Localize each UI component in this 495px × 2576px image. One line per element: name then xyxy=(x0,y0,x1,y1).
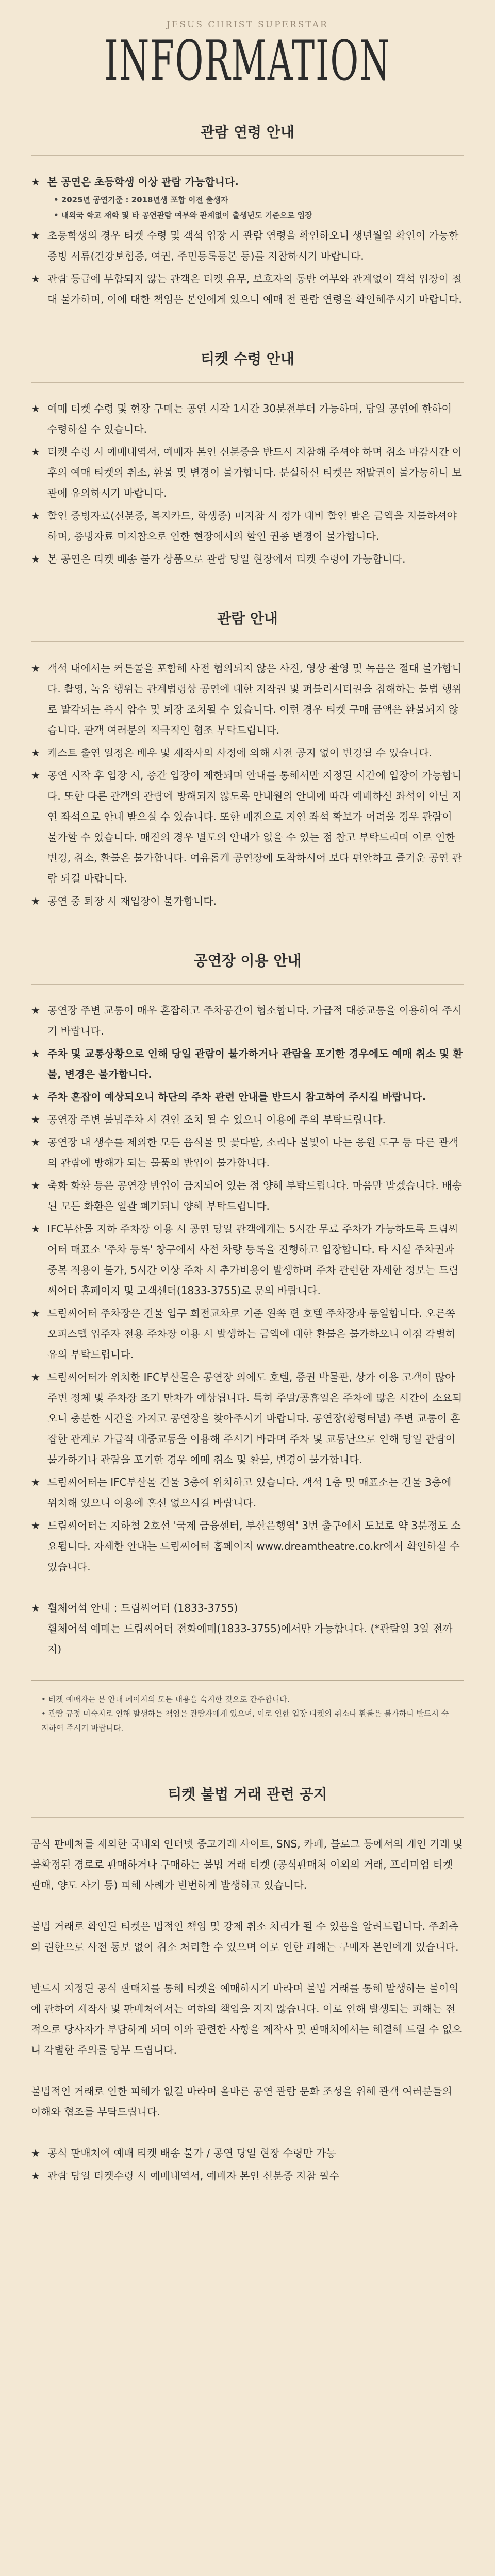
illegal-paragraph: 불법 거래로 확인된 티켓은 법적인 책임 및 강제 취소 처리가 될 수 있음을 알려드립니다. 주최측의 권한으로 사전 통보 없이 취소 처리할 수 있으며 이로 인한 피해는 구매자 본인에게 있습니다. xyxy=(31,1920,459,1954)
ticket-list xyxy=(31,398,464,569)
venue-list-item xyxy=(31,1367,464,1470)
venue-list-item xyxy=(31,1472,464,1513)
illegal-bullet-item xyxy=(31,2143,464,2163)
ticket-item-text: 본 공연은 티켓 배송 불가 상품으로 관람 당일 현장에서 티켓 수령이 가능합니다. xyxy=(47,553,406,566)
star-bullet-icon: ★ xyxy=(31,1179,40,1192)
ticket-item-text: 예매 티켓 수령 및 현장 구매는 공연 시작 1시간 30분전부터 가능하며, 당일 공연에 한하여 수령하실 수 있습니다. xyxy=(47,402,452,436)
age-section-title: 관람 연령 안내 xyxy=(201,124,294,141)
age-sub-item: • 내외국 학교 재학 및 타 공연관람 여부와 관계없이 출생년도 기준으로 입장 xyxy=(54,208,464,223)
illegal-paragraphs xyxy=(31,1834,464,2122)
age-item-text: 관람 등급에 부합되지 않는 관객은 티켓 유무, 보호자의 동반 여부와 관계없이 객석 입장이 절대 불가하며, 이에 대한 책임은 본인에게 있으니 예매 전 관람 연령을 확인해주시기 바랍니다. xyxy=(47,273,462,306)
star-bullet-icon: ★ xyxy=(31,229,40,242)
viewing-item-text: 공연 중 퇴장 시 재입장이 불가합니다. xyxy=(47,895,217,908)
star-bullet-icon: ★ xyxy=(31,1136,40,1149)
viewing-item-text: 캐스트 출연 일정은 배우 및 제작사의 사정에 의해 사전 공지 없이 변경될 수 있습니다. xyxy=(47,747,432,759)
star-bullet-icon: ★ xyxy=(31,747,40,759)
venue-list-item xyxy=(31,1043,464,1084)
venue-list-item xyxy=(31,1515,464,1577)
star-bullet-icon: ★ xyxy=(31,1519,40,1532)
star-bullet-icon: ★ xyxy=(31,1047,40,1060)
venue-list-item xyxy=(31,1218,464,1301)
illegal-paragraph: 반드시 지정된 공식 판매처를 통해 티켓을 예매하시기 바라며 불법 거래를 통해 발생하는 불이익에 관하여 제작사 및 판매처에서는 여하의 책임을 지지 않습니다. 이로 인해 발생되는 피해는 전적으로 당사자가 부담하게 되며 이와 관련한 사항을 제작사 및 판매처에서는 해결해 드릴 수 없으니 각별한 주의를 당부 드립니다. xyxy=(31,1982,463,2057)
viewing-list-item xyxy=(31,891,464,911)
age-list xyxy=(31,172,464,310)
venue-section xyxy=(0,950,495,1747)
illegal-section-title: 티켓 불법 거래 관련 공지 xyxy=(168,1786,327,1803)
viewing-list-item xyxy=(31,742,464,763)
star-bullet-icon: ★ xyxy=(31,769,40,782)
age-item-text: 초등학생의 경우 티켓 수령 및 객석 입장 시 관람 연령을 확인하오니 생년월일 확인이 가능한 증빙 서류(건강보험증, 여권, 주민등록등본 등)를 지참하시기 바랍니다. xyxy=(47,229,459,263)
venue-item-text: 공연장 주변 불법주차 시 견인 조치 될 수 있으니 이용에 주의 부탁드립니다. xyxy=(47,1113,386,1126)
star-bullet-icon: ★ xyxy=(31,2170,40,2182)
venue-item-text: IFC부산몰 지하 주차장 이용 시 공연 당일 관객에게는 5시간 무료 주차가 가능하도록 드림씨어터 매표소 '주차 등록' 창구에서 사전 차량 등록을 진행하고 입장합니다. 타 시설 주차권과 중복 적용이 불가, 5시간 이상 주차 시 추가비용이 발생하며 주차 관련한 자세한 정보는 드림씨어터 홈페이지 및 고객센터(1833-3755)로 문의 바랍니다. xyxy=(47,1223,459,1297)
star-bullet-icon: ★ xyxy=(31,1091,40,1104)
age-item-sublist xyxy=(47,192,464,223)
star-bullet-icon: ★ xyxy=(31,895,40,908)
illegal-bullets xyxy=(31,2143,464,2186)
section-divider xyxy=(31,382,464,383)
ticket-list-item xyxy=(31,442,464,503)
star-bullet-icon: ★ xyxy=(31,1602,40,1615)
wheelchair-contact-label: 휠체어석 안내 : 드림씨어터 (1833-3755) xyxy=(47,1602,238,1615)
viewing-list xyxy=(31,658,464,911)
star-bullet-icon: ★ xyxy=(31,1476,40,1489)
ticket-section xyxy=(0,348,495,569)
venue-section-title: 공연장 이용 안내 xyxy=(193,952,302,970)
illegal-bullet-text: 공식 판매처에 예매 티켓 배송 불가 / 공연 당일 현장 수령만 가능 xyxy=(47,2147,336,2160)
illegal-paragraph: 공식 판매처를 제외한 국내외 인터넷 중고거래 사이트, SNS, 카페, 블로그 등에서의 개인 거래 및 불확정된 경로로 판매하거나 구매하는 불법 거래 티켓 (공식판매처 이외의 거래, 프리미엄 티켓 판매, 양도 사기 등) 피해 사례가 빈번하게 발생하고 있습니다. xyxy=(31,1838,463,1892)
age-item-text: 본 공연은 초등학생 이상 관람 가능합니다. xyxy=(47,176,239,189)
notice-line: • 티켓 예매자는 본 안내 페이지의 모든 내용을 숙지한 것으로 간주합니다. xyxy=(41,1692,454,1706)
star-bullet-icon: ★ xyxy=(31,510,40,522)
venue-list-item xyxy=(31,1000,464,1041)
viewing-section-title: 관람 안내 xyxy=(217,610,278,628)
section-divider xyxy=(31,984,464,985)
venue-item-text: 드림씨어터는 IFC부산몰 건물 3층에 위치하고 있습니다. 객석 1층 및 매표소는 건물 3층에 위치해 있으니 이용에 혼선 없으시길 바랍니다. xyxy=(47,1476,452,1510)
wheelchair-contact-detail: 휠체어석 예매는 드림씨어터 전화예매(1833-3755)에서만 가능합니다. (*관람일 3일 전까지) xyxy=(47,1622,453,1656)
venue-list-item xyxy=(31,1132,464,1173)
venue-item-text: 축화 화환 등은 공연장 반입이 금지되어 있는 점 양해 부탁드립니다. 마음만 받겠습니다. 배송된 모든 화환은 일괄 폐기되니 양해 부탁드립니다. xyxy=(47,1179,462,1213)
star-bullet-icon: ★ xyxy=(31,1004,40,1017)
age-sub-item: • 2025년 공연기준 : 2018년생 포함 이전 출생자 xyxy=(54,192,464,208)
ticket-item-text: 티켓 수령 시 예매내역서, 예매자 본인 신분증을 반드시 지참해 주셔야 하며 취소 마감시간 이후의 예매 티켓의 취소, 환불 및 변경이 불가합니다. 분실하신 티켓은 재발권이 불가능하니 보관에 유의하시기 바랍니다. xyxy=(47,446,462,500)
viewing-item-text: 공연 시작 후 입장 시, 중간 입장이 제한되며 안내를 통해서만 지정된 시간에 입장이 가능합니다. 또한 다른 관객의 관람에 방해되지 않도록 안내원의 안내에 따라 예매하신 좌석이 아닌 지연 좌석으로 안내 받으실 수 있습니다. 또한 매진으로 지연 좌석 확보가 어려울 경우 관람이 불가할 수 있습니다. 매진의 경우 별도의 안내가 없을 수 있는 점 참고 부탁드리며 이로 인한 변경, 취소, 환불은 불가합니다. 여유롭게 공연장에 도착하시어 보다 편안하고 즐거운 공연 관람 되길 바랍니다. xyxy=(47,769,462,885)
illegal-bullet-item xyxy=(31,2165,464,2186)
star-bullet-icon: ★ xyxy=(31,273,40,285)
venue-item-text: 드림씨어터가 위치한 IFC부산몰은 공연장 외에도 호텔, 증권 박물관, 상가 이용 고객이 많아 주변 정체 및 주차장 조기 만차가 예상됩니다. 특히 주말/공휴일은 주차에 많은 시간이 소요되오니 충분한 시간을 가지고 공연장을 찾아주시기 바랍니다. 공연장(황령터널) 주변 교통이 혼잡한 관계로 가급적 대중교통을 이용해 주시기 바라며 주차 및 교통난으로 인해 당일 관람이 불가하거나 관람을 포기한 경우 예매 취소 및 환불, 변경이 불가합니다. xyxy=(47,1371,463,1466)
venue-item-text: 주차 혼잡이 예상되오니 하단의 주차 관련 안내를 반드시 참고하여 주시길 바랍니다. xyxy=(47,1091,426,1104)
notice-line: • 관람 규정 미숙지로 인해 발생하는 책임은 관람자에게 있으며, 이로 인한 입장 티켓의 취소나 환불은 불가하니 반드시 숙지하여 주시기 바랍니다. xyxy=(41,1706,454,1735)
ticket-section-title: 티켓 수령 안내 xyxy=(201,350,294,368)
page-title: INFORMATION xyxy=(104,29,391,93)
star-bullet-icon: ★ xyxy=(31,1223,40,1235)
ticket-list-item xyxy=(31,398,464,439)
venue-item-text: 드림씨어터는 지하철 2호선 '국제 금융센터, 부산은행역' 3번 출구에서 도보로 약 3분정도 소요됩니다. 자세한 안내는 드림씨어터 홈페이지 www.dreamtheatre.co.kr에서 확인하실 수 있습니다. xyxy=(47,1519,461,1573)
venue-item-text: 주차 및 교통상황으로 인해 당일 관람이 불가하거나 관람을 포기한 경우에도 예매 취소 및 환불, 변경은 불가합니다. xyxy=(47,1047,463,1081)
section-divider xyxy=(31,641,464,642)
star-bullet-icon: ★ xyxy=(31,402,40,415)
venue-item-text: 공연장 주변 교통이 매우 혼잡하고 주차공간이 협소합니다. 가급적 대중교통을 이용하여 주시기 바랍니다. xyxy=(47,1004,463,1038)
star-bullet-icon: ★ xyxy=(31,176,40,189)
ticket-list-item xyxy=(31,505,464,547)
star-bullet-icon: ★ xyxy=(31,446,40,459)
star-bullet-icon: ★ xyxy=(31,2147,40,2160)
page-header xyxy=(0,0,495,121)
wheelchair-contact xyxy=(31,1598,464,1659)
venue-list-item xyxy=(31,1303,464,1365)
venue-list-item xyxy=(31,1109,464,1130)
notice-box xyxy=(31,1680,464,1747)
venue-list xyxy=(31,1000,464,1577)
viewing-list-item xyxy=(31,658,464,740)
venue-item-text: 드림씨어터 주차장은 건물 입구 회전교차로 기준 왼쪽 편 호텔 주차장과 동일합니다. 오른쪽 오피스텔 입주자 전용 주차장 이용 시 발생하는 금액에 대한 환불은 불가하오니 이점 각별히 유의 부탁드립니다. xyxy=(47,1307,456,1361)
viewing-item-text: 객석 내에서는 커튼콜을 포함해 사전 협의되지 않은 사진, 영상 촬영 및 녹음은 절대 불가합니다. 촬영, 녹음 행위는 관계법령상 공연에 대한 저작권 및 퍼블리시티권을 침해하는 불법 행위로 발각되는 즉시 압수 및 퇴장 조치될 수 있습니다. 이런 경우 티켓 구매 금액은 환불되지 않습니다. 관객 여러분의 적극적인 협조 부탁드립니다. xyxy=(47,662,462,737)
illegal-section xyxy=(0,1783,495,2186)
age-list-item xyxy=(31,268,464,310)
illegal-paragraph: 불법적인 거래로 인한 피해가 없길 바라며 올바른 공연 관람 문화 조성을 위해 관객 여러분들의 이해와 협조를 부탁드립니다. xyxy=(31,2085,452,2119)
viewing-section xyxy=(0,607,495,911)
venue-item-text: 공연장 내 생수를 제외한 모든 음식물 및 꽃다발, 소리나 불빛이 나는 응원 도구 등 다른 관객의 관람에 방해가 되는 물품의 반입이 불가합니다. xyxy=(47,1136,459,1170)
show-title: JESUS CHRIST SUPERSTAR xyxy=(167,20,328,30)
star-bullet-icon: ★ xyxy=(31,553,40,566)
age-list-item xyxy=(31,225,464,266)
star-bullet-icon: ★ xyxy=(31,1371,40,1384)
age-list-item xyxy=(31,172,464,223)
star-bullet-icon: ★ xyxy=(31,1307,40,1320)
section-divider xyxy=(31,1817,464,1818)
venue-list-item xyxy=(31,1175,464,1216)
ticket-item-text: 할인 증빙자료(신분증, 복지카드, 학생증) 미지참 시 정가 대비 할인 받은 금액을 지불하셔야 하며, 증빙자료 미지참으로 인한 현장에서의 할인 권종 변경이 불가합니다. xyxy=(47,510,457,543)
star-bullet-icon: ★ xyxy=(31,662,40,675)
viewing-list-item xyxy=(31,765,464,889)
age-section xyxy=(0,121,495,310)
star-bullet-icon: ★ xyxy=(31,1113,40,1126)
illegal-bullet-text: 관람 당일 티켓수령 시 예매내역서, 예매자 본인 신분증 지참 필수 xyxy=(47,2170,339,2182)
section-divider xyxy=(31,155,464,156)
ticket-list-item xyxy=(31,549,464,569)
wheelchair-contact-item xyxy=(31,1598,464,1659)
venue-list-item xyxy=(31,1087,464,1107)
